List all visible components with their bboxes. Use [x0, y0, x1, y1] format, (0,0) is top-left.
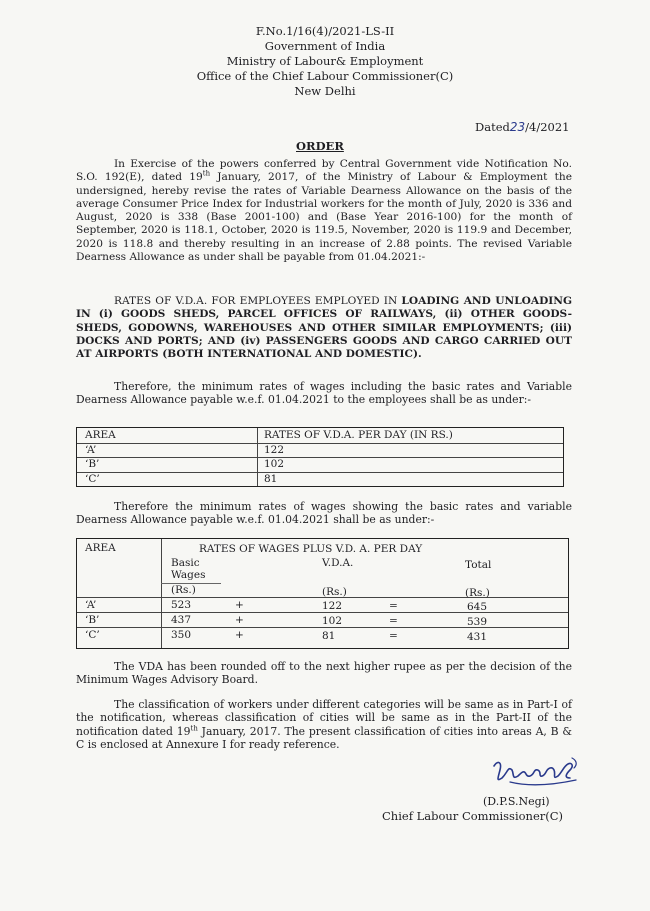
- office-place: New Delhi: [294, 84, 356, 98]
- equals-sign: =: [389, 600, 398, 612]
- date-rest: /4/2021: [525, 120, 570, 134]
- total-cell: 645: [467, 601, 488, 613]
- header-vda: V.D.A.: [322, 557, 354, 569]
- basic-cell: 437: [171, 614, 192, 626]
- area-cell: ‘C’: [85, 472, 100, 485]
- paragraph-text: January, 2017. The present classification of cities into areas A, B & C is enclosed at Annexure I for ready reference.: [76, 724, 572, 751]
- paragraph-text: The classification of workers under different categories will be same as in Part-I of the notification, whereas classification of cities will be same as in the Part-II of the notification dated 19: [76, 698, 572, 738]
- order-title: ORDER: [296, 139, 344, 153]
- header-rates-of-wages: RATES OF WAGES PLUS V.D. A. PER DAY: [199, 543, 423, 555]
- area-cell: ‘A’: [85, 443, 97, 456]
- table-row: [77, 472, 563, 487]
- total-cell: 431: [467, 631, 488, 643]
- date-line: [475, 120, 570, 134]
- superscript: th: [202, 169, 211, 178]
- bold-employment-categories: LOADING AND UNLOADING IN (i) GOODS SHEDS, PARCEL OFFICES OF RAILWAYS, (ii) OTHER GOODS-SHEDS, GODOWNS, WAREHOUSES AND OTHER SIMILAR EMPLOYMENTS; (iii) DOCKS AND PORTS; AND (iv) PASSENGERS GOODS AND CARGO CARRIED OUT AT AIRPORTS (BOTH INTERNATIONAL AND DOMESTIC).: [76, 295, 572, 361]
- unit-total: (Rs.): [465, 587, 490, 599]
- paragraph-text: RATES OF V.D.A. FOR EMPLOYEES EMPLOYED IN: [114, 295, 402, 307]
- vda-cell: 102: [264, 458, 285, 470]
- total-cell: 539: [467, 616, 488, 628]
- unit-basic: (Rs.): [171, 584, 196, 596]
- paragraph-notification: [76, 158, 572, 264]
- government-name: Government of India: [264, 39, 386, 53]
- area-cell: ‘C’: [85, 629, 100, 641]
- area-cell: ‘B’: [85, 614, 100, 626]
- plus-sign: +: [235, 614, 244, 626]
- signatory-title: Chief Labour Commissioner(C): [382, 809, 564, 823]
- equals-sign: =: [389, 630, 398, 642]
- paragraph-rates-heading: [76, 295, 572, 361]
- paragraph-text: January, 2017, of the Ministry of Labour & Employment the undersigned, hereby revise the rates of Variable Dearness Allowance on the basis of the average Consumer Price Index for Industrial workers for the month of July, 2020 is 336 and August, 2020 is 338 (Base 2001-100) and (Base Year 2016-100) for the month of September, 2020 is 118.1, October, 2020 is 119.5, November, 2020 is 119.9 and December, 2020 is 118.8 and thereby resulting in an increase of 2.88 points. The revised Variable Dearness Allowance as under shall be payable from 01.04.2021:-: [76, 171, 572, 264]
- date-prefix: Dated: [475, 120, 510, 134]
- area-cell: ‘A’: [85, 599, 97, 611]
- area-cell: ‘B’: [85, 458, 100, 470]
- vda-cell: 122: [264, 443, 285, 456]
- handwritten-signature: [488, 752, 584, 794]
- header-total: Total: [465, 559, 492, 571]
- superscript: th: [190, 724, 198, 732]
- basic-cell: 350: [171, 629, 192, 641]
- paragraph-vda-intro: Therefore, the minimum rates of wages including the basic rates and Variable Dearness Allowance payable w.e.f. 01.04.2021 to the employees shall be as under:-: [76, 380, 572, 407]
- plus-sign: +: [235, 599, 244, 611]
- header-area: AREA: [85, 429, 116, 441]
- basic-cell: 523: [171, 599, 192, 611]
- header-area: AREA: [85, 542, 116, 554]
- file-number: F.No.1/16(4)/2021-LS-II: [255, 24, 395, 38]
- paragraph-classification: [76, 698, 572, 751]
- ministry-name: Ministry of Labour& Employment: [226, 54, 424, 68]
- table-header-row: [77, 428, 563, 444]
- header-basic-wages: Basic Wages: [171, 557, 206, 581]
- wages-table: [76, 538, 569, 649]
- vda-cell: 81: [322, 630, 336, 642]
- letterhead: [180, 24, 470, 99]
- table-row: [77, 443, 563, 459]
- vda-cell: 122: [322, 600, 343, 612]
- column-divider: [161, 539, 162, 648]
- paragraph-wages-intro: Therefore the minimum rates of wages showing the basic rates and variable Dearness Allowance payable w.e.f. 01.04.2021 shall be as under:-: [76, 500, 572, 527]
- table-row: [77, 457, 563, 473]
- paragraph-rounding-note: The VDA has been rounded off to the next higher rupee as per the decision of the Minimum Wages Advisory Board.: [76, 660, 572, 687]
- vda-cell: 102: [322, 615, 343, 627]
- vda-cell: 81: [264, 472, 278, 485]
- header-vda-rate: RATES OF V.D.A. PER DAY (IN RS.): [264, 429, 453, 441]
- row-divider: [77, 627, 568, 628]
- row-divider: [77, 612, 568, 613]
- vda-rates-table: [76, 427, 564, 487]
- equals-sign: =: [389, 615, 398, 627]
- paragraph-text: In Exercise of the powers conferred by Central Government vide Notification No. S.O. 192(E), dated 19: [76, 158, 572, 184]
- unit-vda: (Rs.): [322, 586, 347, 598]
- signatory-name: (D.P.S.Negi): [483, 795, 550, 808]
- date-day-handwritten: 23: [509, 120, 526, 134]
- plus-sign: +: [235, 629, 244, 641]
- office-name: Office of the Chief Labour Commissioner(C): [196, 69, 454, 83]
